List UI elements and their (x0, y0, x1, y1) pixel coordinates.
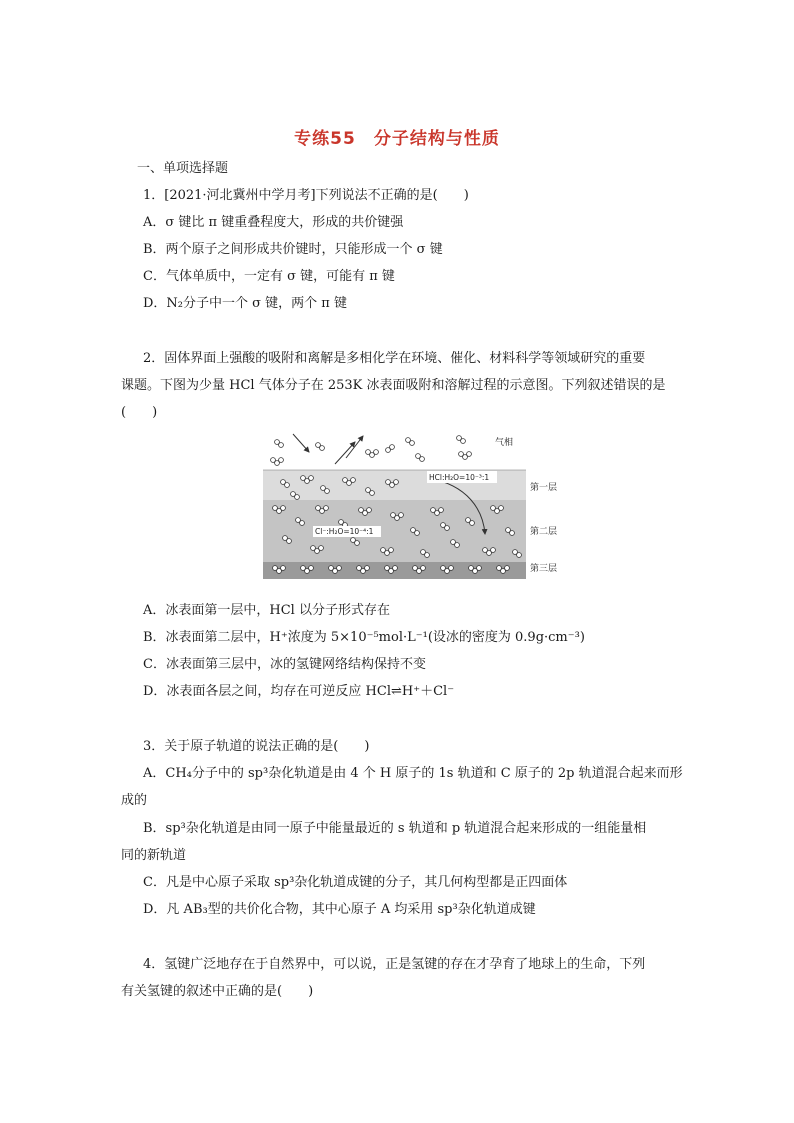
ratio-top-label: HCl:H₂O=10⁻³:1 (429, 473, 490, 482)
q2-option-c: C．冰表面第三层中，冰的氢键网络结构保持不变 (143, 657, 426, 672)
q3-option-b-line2: 同的新轨道 (121, 848, 187, 863)
q3-option-d: D．凡 AB₃型的共价化合物，其中心原子 A 均采用 sp³杂化轨道成键 (143, 902, 536, 917)
gas-molecules (271, 436, 472, 466)
q1-option-a: A．σ 键比 π 键重叠程度大，形成的共价键强 (143, 215, 404, 230)
q3-option-a-line2: 成的 (121, 793, 148, 808)
q1-option-d: D．N₂分子中一个 σ 键，两个 π 键 (143, 296, 347, 311)
q2-stem-line1: 2．固体界面上强酸的吸附和离解是多相化学在环境、催化、材料科学等领域研究的重要 (143, 351, 646, 366)
section-heading: 一、单项选择题 (137, 161, 229, 176)
q4-stem-line1: 4．氢键广泛地存在于自然界中，可以说，正是氢键的存在才孕育了地球上的生命，下列 (143, 957, 646, 972)
q4-stem-line2: 有关氢键的叙述中正确的是( ) (121, 984, 314, 999)
q2-option-a: A．冰表面第一层中，HCl 以分子形式存在 (143, 603, 390, 618)
q1-option-c: C．气体单质中，一定有 σ 键，可能有 π 键 (143, 269, 395, 284)
ratio-mid-label: Cl⁻:H₂O=10⁻⁴:1 (315, 527, 374, 536)
q3-option-c: C．凡是中心原子采取 sp³杂化轨道成键的分子，其几何构型都是正四面体 (143, 875, 568, 890)
page-title: 专练55 分子结构与性质 (294, 129, 500, 149)
q2-option-b: B．冰表面第二层中，H⁺浓度为 5×10⁻⁵mol·L⁻¹(设冰的密度为 0.9g·cm⁻³) (143, 630, 585, 645)
q1-option-b: B．两个原子之间形成共价键时，只能形成一个 σ 键 (143, 242, 443, 257)
ice-surface-figure (263, 430, 563, 590)
q2-stem-line2: 课题。下图为少量 HCl 气体分子在 253K 冰表面吸附和溶解过程的示意图。下列叙述错误的是 (121, 378, 666, 393)
layer3-label: 第三层 (530, 564, 558, 574)
layer2-label: 第二层 (530, 527, 558, 537)
q1-stem: 1．[2021·河北冀州中学月考]下列说法不正确的是( ) (143, 188, 469, 203)
gas-phase-label: 气相 (495, 438, 514, 448)
q2-option-d: D．冰表面各层之间，均存在可逆反应 HCl⇌H⁺＋Cl⁻ (143, 684, 455, 699)
q2-stem-line3: ( ) (121, 405, 158, 420)
q3-stem: 3．关于原子轨道的说法正确的是( ) (143, 739, 370, 754)
q3-option-b-line1: B．sp³杂化轨道是由同一原子中能量最近的 s 轨道和 p 轨道混合起来形成的一组能量相 (143, 821, 647, 836)
layer1-label: 第一层 (530, 483, 558, 493)
q3-option-a-line1: A．CH₄分子中的 sp³杂化轨道是由 4 个 H 原子的 1s 轨道和 C 原子的 2p 轨道混合起来而形 (143, 766, 683, 781)
